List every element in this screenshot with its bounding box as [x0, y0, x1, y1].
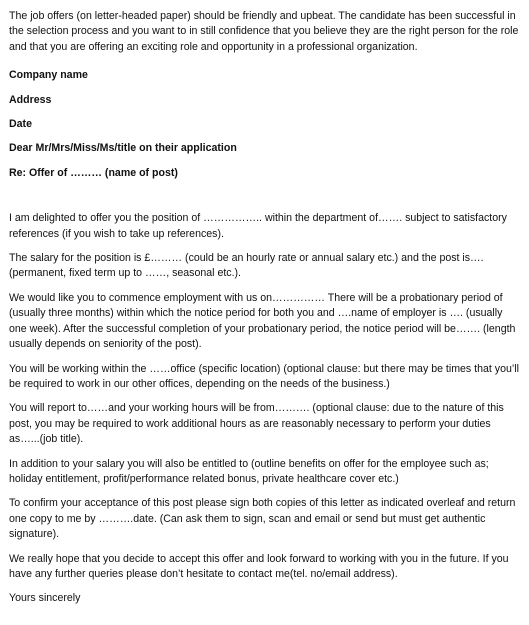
probation-paragraph: We would like you to commence employment with us on…………… There will be a probationary period of (usually three months) within which the notice period for both you and ….name of employer is …. (usually one week). After the successful completion of your probationary period, the notice period will be……. (length usually depends on seniority of the post).: [9, 291, 516, 351]
working-hours-paragraph: You will report to……and your working hours will be from………. (optional clause: due to the nature of this post, you may be required to work additional hours as are reasonably necessary to perform your duties as…...(job title).: [9, 402, 504, 446]
position-offer-paragraph: I am delighted to offer you the position of …………….. within the department of……. subject to satisfactory references (if you wish to take up references).: [9, 212, 507, 240]
work-location-paragraph: You will be working within the ……office (specific location) (optional clause: but there may be times that you’ll be required to work in our other offices, depending on the needs of the business.): [9, 362, 519, 390]
re-offer-line: Re: Offer of ……… (name of post): [9, 166, 178, 179]
salutation-line: Dear Mr/Mrs/Miss/Ms/title on their application: [9, 142, 237, 155]
sign-off: Yours sincerely: [9, 592, 81, 605]
closing-paragraph: We really hope that you decide to accept this offer and look forward to working with you in the future. If you have any further queries please don’t hesitate to contact me(tel. no/email address).: [9, 552, 509, 580]
guidance-paragraph: The job offers (on letter-headed paper) should be friendly and upbeat. The candidate has been successful in the selection process and you want to in still confidence that you believe they are the right person for the role and that you are offering an exciting role and opportunity in a professional organization.: [9, 10, 519, 53]
acceptance-paragraph: To confirm your acceptance of this post please sign both copies of this letter as indicated overleaf and return one copy to me by ……….date. (Can ask them to sign, scan and email or send but must get authentic signature).: [9, 497, 516, 541]
letter-template-document: [9, 9, 519, 616]
benefits-paragraph: In addition to your salary you will also be entitled to (outline benefits on offer for the employee such as; holiday entitlement, profit/performance related bonus, private healthcare cover etc.): [9, 457, 489, 485]
salary-paragraph: The salary for the position is £……… (could be an hourly rate or annual salary etc.) and the post is…. (permanent, fixed term up to ……, seasonal etc.).: [9, 252, 484, 280]
date-field: Date: [9, 118, 32, 131]
address-field: Address: [9, 93, 52, 106]
company-name-field: Company name: [9, 69, 88, 82]
